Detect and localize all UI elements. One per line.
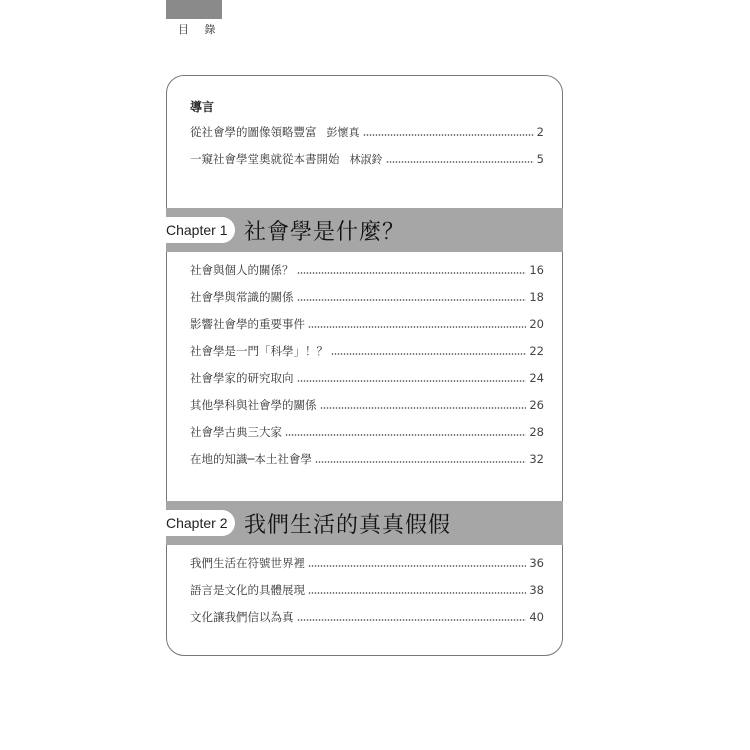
entry-title: 在地的知識─本土社會學	[190, 452, 312, 466]
dot-leader	[386, 161, 534, 164]
dot-leader	[308, 326, 526, 329]
entry-page: 16	[529, 263, 544, 277]
toc-entry[interactable]	[190, 555, 544, 573]
entry-title: 社會學家的研究取向	[190, 371, 294, 385]
dot-leader	[297, 299, 527, 302]
entry-title: 我們生活在符號世界裡	[190, 556, 305, 570]
entry-author: 林淑鈴	[349, 153, 383, 166]
entry-page: 28	[529, 425, 544, 439]
toc-entry[interactable]	[190, 124, 544, 142]
entry-title: 社會與個人的關係？	[190, 263, 294, 277]
entry-page: 22	[529, 344, 544, 358]
toc-entry[interactable]	[190, 609, 544, 627]
toc-entry[interactable]	[190, 262, 544, 280]
entry-title: 社會學與常識的關係	[190, 290, 294, 304]
entry-title: 影響社會學的重要事件	[190, 317, 305, 331]
dot-leader	[308, 565, 526, 568]
entry-page: 18	[529, 290, 544, 304]
chapter-title: 社會學是什麼？	[244, 220, 406, 245]
chapter-title: 我們生活的真真假假	[244, 513, 452, 538]
entry-title: 社會學古典三大家	[190, 425, 282, 439]
entry-page: 36	[529, 556, 544, 570]
toc-entry[interactable]	[190, 289, 544, 307]
toc-entry[interactable]	[190, 424, 544, 442]
entry-title: 從社會學的圖像領略豐富	[190, 125, 317, 139]
dot-leader	[331, 353, 526, 356]
entry-page: 32	[529, 452, 544, 466]
dot-leader	[363, 134, 534, 137]
toc-entry[interactable]	[190, 151, 544, 169]
dot-leader	[308, 592, 526, 595]
dot-leader	[320, 407, 527, 410]
entry-author: 彭懷真	[326, 126, 360, 139]
toc-entry[interactable]	[190, 370, 544, 388]
entry-title: 其他學科與社會學的關係	[190, 398, 317, 412]
header-tab	[166, 0, 222, 19]
toc-entry[interactable]	[190, 343, 544, 361]
chapter-label: Chapter 2	[158, 510, 235, 536]
toc-entry[interactable]	[190, 316, 544, 334]
entry-page: 2	[536, 125, 544, 139]
entry-page: 20	[529, 317, 544, 331]
dot-leader	[297, 272, 527, 275]
entry-page: 38	[529, 583, 544, 597]
entry-title: 社會學是一門「科學」！？	[190, 344, 328, 358]
toc-entry[interactable]	[190, 397, 544, 415]
dot-leader	[285, 434, 526, 437]
entry-title: 一窺社會學堂奧就從本書開始	[190, 152, 340, 166]
dot-leader	[297, 380, 527, 383]
entry-page: 40	[529, 610, 544, 624]
entry-page: 5	[536, 152, 544, 166]
chapter-label: Chapter 1	[158, 217, 235, 243]
toc-entry[interactable]	[190, 582, 544, 600]
entry-page: 26	[529, 398, 544, 412]
entry-page: 24	[529, 371, 544, 385]
toc-entry[interactable]	[190, 451, 544, 469]
intro-heading: 導言	[190, 100, 215, 114]
dot-leader	[315, 461, 526, 464]
contents-label: 目 錄	[178, 23, 222, 36]
entry-title: 文化讓我們信以為真	[190, 610, 294, 624]
entry-title: 語言是文化的具體展現	[190, 583, 305, 597]
dot-leader	[297, 619, 527, 622]
